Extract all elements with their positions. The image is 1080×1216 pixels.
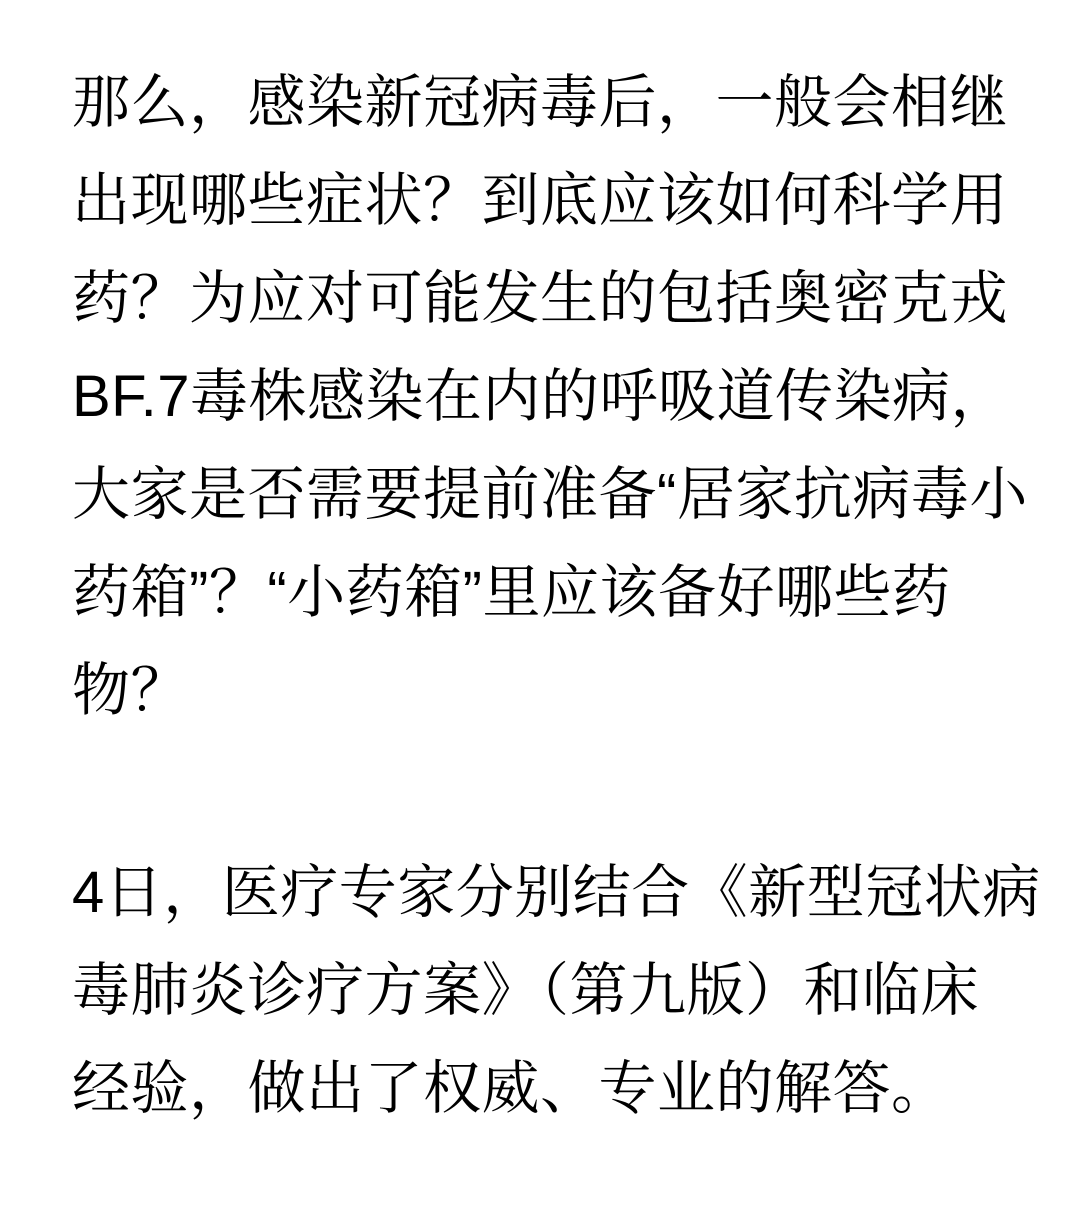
paragraph-line: 那么，感染新冠病毒后，一般会相继 [72, 70, 1009, 135]
paragraph-line: 物？ [72, 658, 190, 723]
paragraph-intro-questions [72, 54, 1028, 740]
paragraph-line: BF.7毒株感染在内的呼吸道传染病， [72, 364, 1010, 429]
paragraph-line: 经验，做出了权威、专业的解答。 [72, 1056, 950, 1121]
paragraph-line: 大家是否需要提前准备“居家抗病毒小 [72, 462, 1028, 527]
paragraph-line: 出现哪些症状？到底应该如何科学用 [72, 168, 1009, 233]
paragraph-line: 药箱”？“小药箱”里应该备好哪些药 [72, 560, 951, 625]
paragraph-line: 毒肺炎诊疗方案》（第九版）和临床 [72, 958, 980, 1023]
paragraph-expert-answer [72, 844, 1041, 1138]
paragraph-line: 4日，医疗专家分别结合《新型冠状病 [72, 860, 1041, 925]
paragraph-line: 药？为应对可能发生的包括奥密克戎 [72, 266, 1009, 331]
